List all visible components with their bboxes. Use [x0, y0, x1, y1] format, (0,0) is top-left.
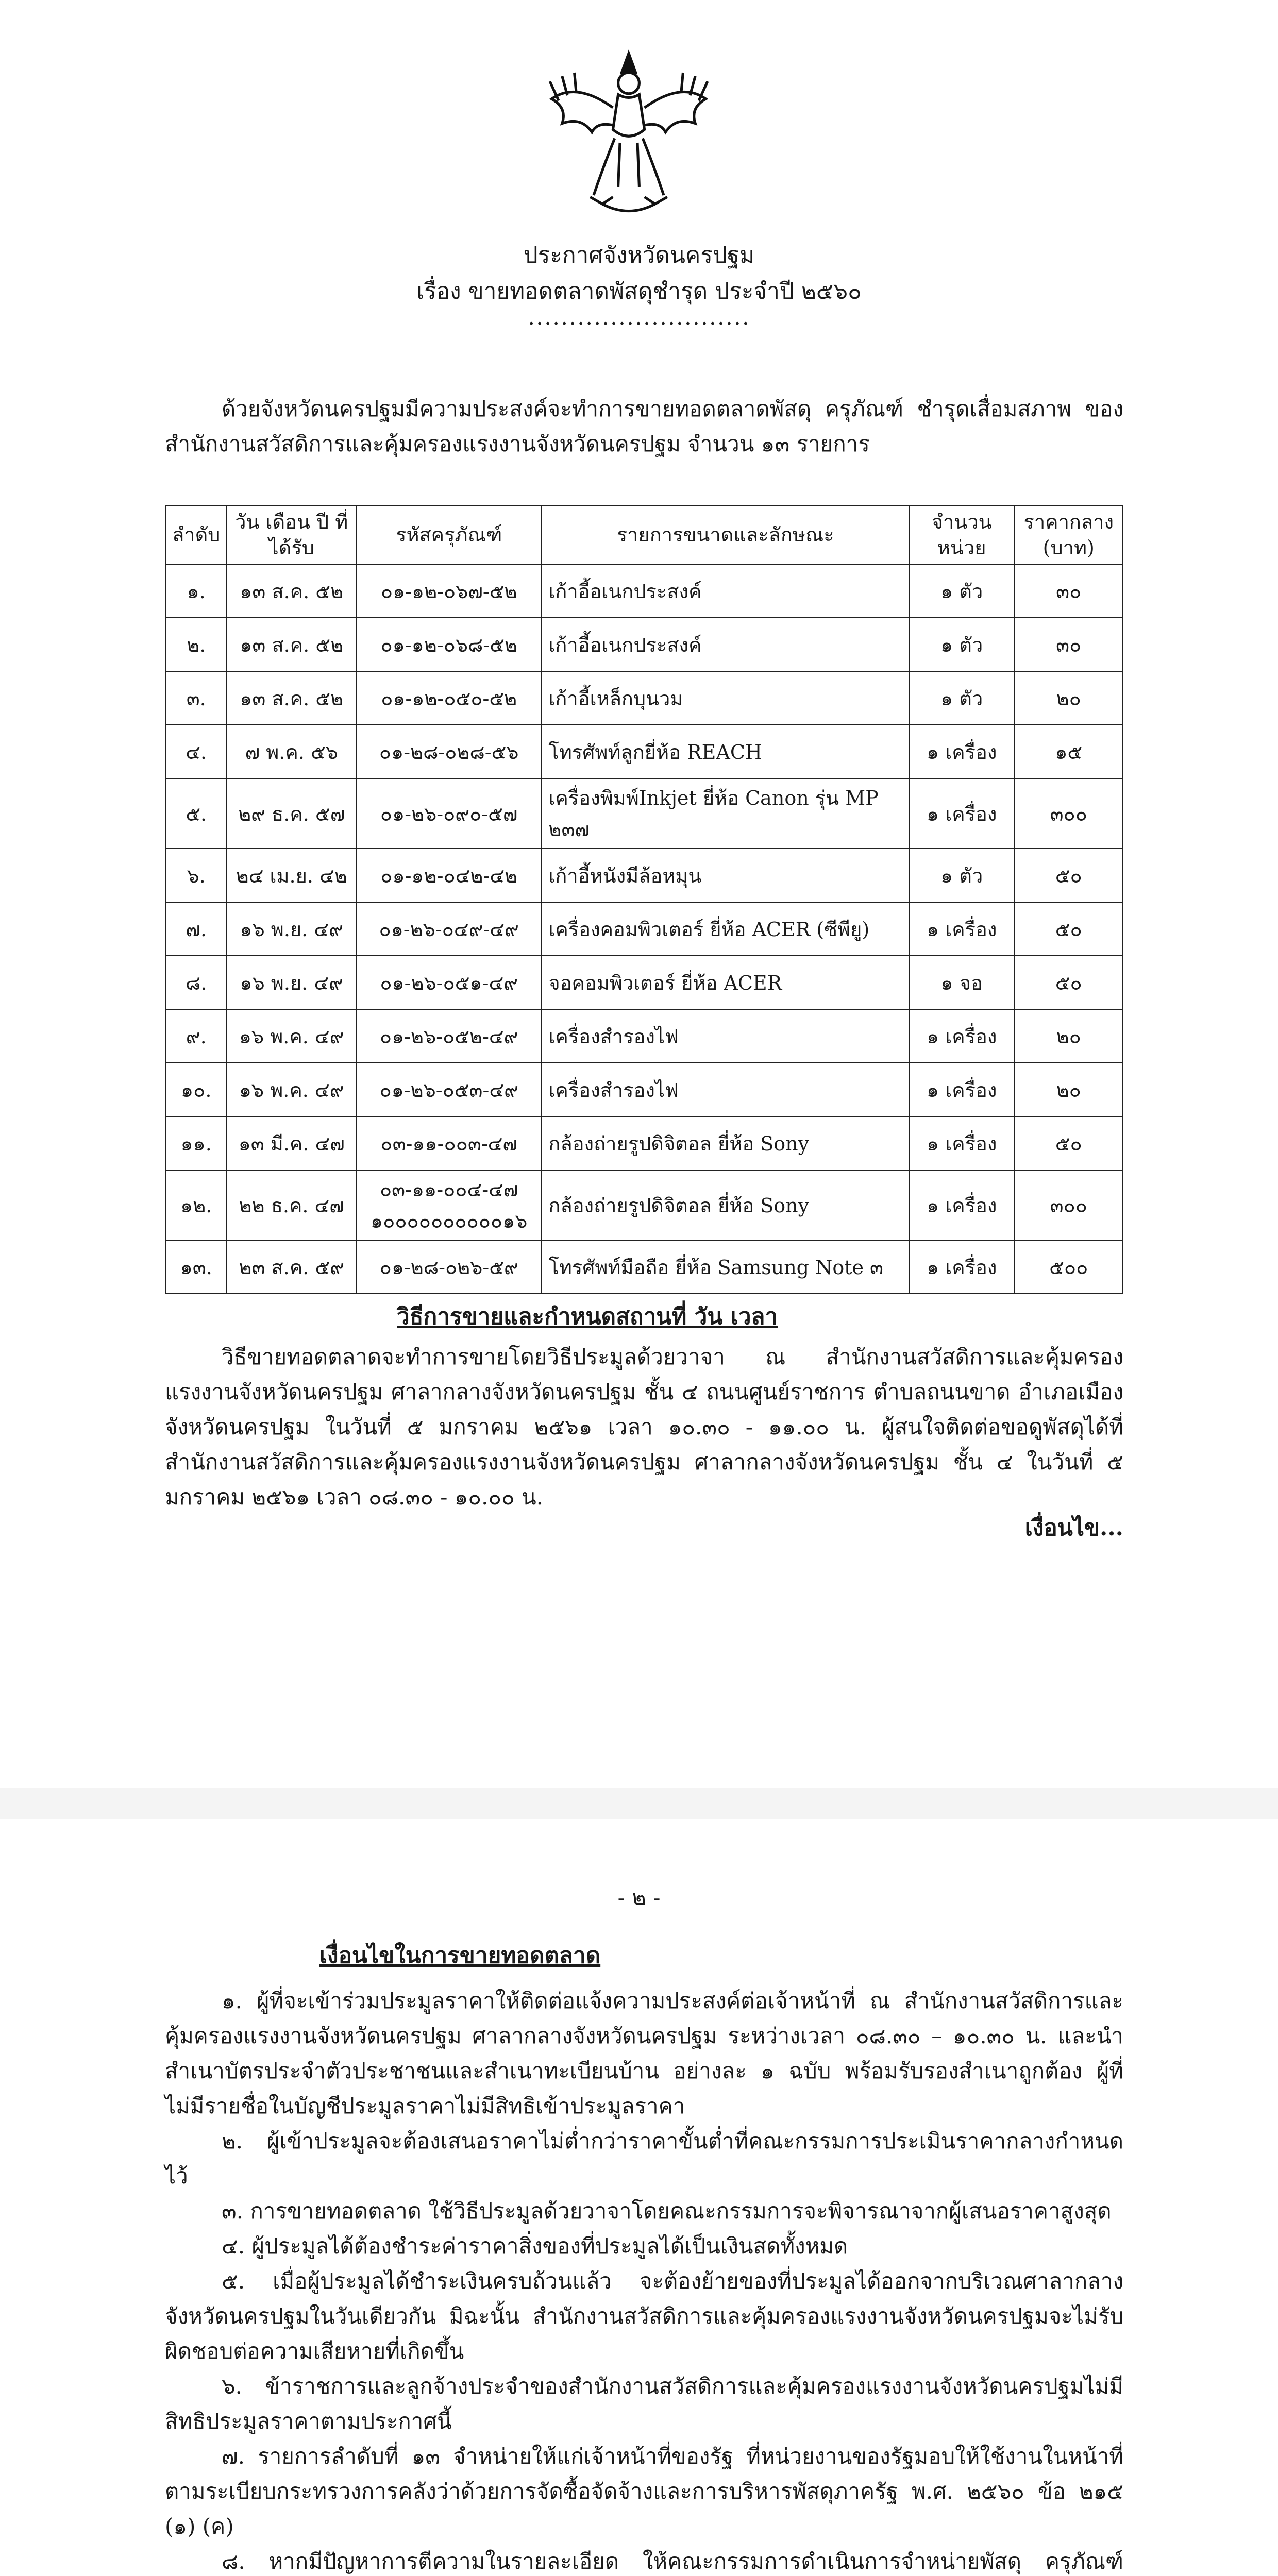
condition-item: ๘. หากมีปัญหาการตีความในรายละเอียด ให้คณะกรรมการดำเนินการจำหน่ายพัสดุ ครุภัณฑ์ [222, 2549, 1123, 2574]
cell-price-text: ๕๐ [1055, 1132, 1082, 1155]
cell-qty [909, 671, 1015, 725]
cell-date-text: ๒๔ เม.ย. ๔๒ [236, 864, 347, 887]
cell-no [165, 849, 227, 902]
cell-desc-text: จอคอมพิวเตอร์ ยี่ห้อ ACER [548, 971, 782, 994]
cell-no [165, 1009, 227, 1063]
cell-desc-text: เก้าอี้เหล็กบุนวม [548, 687, 683, 710]
title-divider: ........................... [528, 304, 750, 330]
cell-code-text: ๐๑-๑๒-๐๕๐-๕๒ [381, 687, 517, 710]
cell-qty-text: ๑ ตัว [940, 864, 983, 887]
cell-no [165, 618, 227, 671]
cell-no [165, 564, 227, 618]
cell-date-text: ๑๖ พ.ย. ๔๙ [240, 918, 343, 941]
cell-desc-text: เครื่องคอมพิวเตอร์ ยี่ห้อ ACER (ซีพียู) [548, 918, 870, 941]
continued-marker: เงื่อนไข... [1024, 1515, 1123, 1541]
header-price: ราคากลาง (บาท) [1015, 505, 1123, 564]
condition-item: ๗. รายการลำดับที่ ๑๓ จำหน่ายให้แก่เจ้าหน้าที่ของรัฐ ที่หน่วยงานของรัฐมอบให้ใช้งานในหน้าที่ ตามระเบียบกระทรวงการคลังว่าด้วยการจัดซื้อจัดจ้างและการบริหารพัสดุภาครัฐ พ.ศ. ๒๕๖๐ ข้อ ๒๑๕ (๑) (ค) [165, 2444, 1123, 2539]
cell-date [227, 1240, 356, 1294]
cell-date-text: ๒๒ ธ.ค. ๔๗ [239, 1194, 344, 1217]
cell-price [1015, 564, 1123, 618]
cell-qty-text: ๑ เครื่อง [927, 1025, 997, 1048]
cell-price [1015, 902, 1123, 956]
table-row [165, 725, 1123, 778]
cell-no-text: ๑๒. [180, 1194, 212, 1217]
table-row [165, 1240, 1123, 1294]
cell-qty-text: ๑ ตัว [940, 687, 983, 710]
cell-date [227, 1009, 356, 1063]
cell-price-text: ๓๐๐ [1050, 802, 1087, 825]
cell-code [356, 1116, 542, 1170]
cell-date [227, 725, 356, 778]
cell-price-text: ๕๐ [1055, 918, 1082, 941]
cell-date-text: ๑๓ ส.ค. ๕๒ [240, 633, 344, 656]
table-row [165, 1116, 1123, 1170]
cell-qty-text: ๑ ตัว [940, 633, 983, 656]
cell-desc-text: โทรศัพท์มือถือ ยี่ห้อ Samsung Note ๓ [548, 1256, 884, 1279]
cell-qty [909, 902, 1015, 956]
condition-item: ๑. ผู้ที่จะเข้าร่วมประมูลราคาให้ติดต่อแจ้งความประสงค์ต่อเจ้าหน้าที่ ณ สำนักงานสวัสดิการและคุ้มครองแรงงานจังหวัดนครปฐม ศาลากลางจังหวัดนครปฐม ระหว่างเวลา ๐๘.๓๐ – ๑๐.๓๐ น. และนำสำเนาบัตรประจำตัวประชาชนและสำเนาทะเบียนบ้าน อย่างละ ๑ ฉบับ พร้อมรับรองสำเนาถูกต้อง ผู้ที่ไม่มีรายชื่อในบัญชีประมูลราคาไม่มีสิทธิเข้าประมูลราคา [165, 1988, 1123, 2119]
cell-desc-text: เครื่องสำรองไฟ [548, 1078, 679, 1101]
cell-code [356, 618, 542, 671]
cell-desc [542, 1063, 909, 1116]
cell-qty-text: ๑ จอ [940, 971, 983, 994]
cell-code-text: ๐๑-๒๖-๐๕๓-๔๙ [379, 1078, 518, 1101]
cell-price [1015, 618, 1123, 671]
table-row [165, 902, 1123, 956]
cell-date-text: ๑๓ ส.ค. ๕๒ [240, 687, 344, 710]
cell-price-text: ๓๐ [1056, 633, 1082, 656]
cell-code-text: ๐๑-๑๒-๐๖๗-๕๒ [380, 580, 517, 603]
cell-code-text: ๐๑-๒๖-๐๕๒-๔๙ [379, 1025, 518, 1048]
cell-desc [542, 902, 909, 956]
condition-item: ๔. ผู้ประมูลได้ต้องชำระค่าราคาสิ่งของที่ประมูลได้เป็นเงินสดทั้งหมด [222, 2233, 848, 2259]
cell-code-text: ๐๓-๑๑-๐๐๔-๔๗ [379, 1178, 518, 1201]
cell-price [1015, 1063, 1123, 1116]
cell-no [165, 1063, 227, 1116]
cell-qty [909, 956, 1015, 1009]
cell-date-text: ๑๓ ส.ค. ๕๒ [240, 580, 344, 603]
cell-code [356, 849, 542, 902]
cell-price [1015, 725, 1123, 778]
cell-desc [542, 564, 909, 618]
conditions-list [165, 1984, 1123, 2576]
cell-code-text: ๐๑-๒๖-๐๕๑-๔๙ [380, 971, 518, 994]
cell-qty [909, 618, 1015, 671]
cell-no-text: ๕. [186, 802, 207, 825]
cell-date-text: ๑๖ พ.ค. ๔๙ [239, 1025, 344, 1048]
cell-qty-text: ๑ เครื่อง [927, 1078, 997, 1101]
cell-no-text: ๗. [186, 918, 207, 941]
cell-price [1015, 671, 1123, 725]
header-code: รหัสครุภัณฑ์ [356, 505, 542, 564]
table-row [165, 671, 1123, 725]
cell-code-text: ๐๓-๑๑-๐๐๓-๔๗ [380, 1132, 518, 1155]
cell-no [165, 1240, 227, 1294]
cell-no [165, 725, 227, 778]
cell-code-text: ๐๑-๒๖-๐๙๐-๕๗ [380, 802, 518, 825]
table-row [165, 1170, 1123, 1240]
cell-date [227, 778, 356, 849]
cell-code [356, 778, 542, 849]
method-paragraph: วิธีขายทอดตลาดจะทำการขายโดยวิธีประมูลด้วยวาจา ณ สำนักงานสวัสดิการและคุ้มครองแรงงานจังหวัดนครปฐม ศาลากลางจังหวัดนครปฐม ชั้น ๔ ถนนศูนย์ราชการ ตำบลถนนขาด อำเภอเมืองจังหวัดนครปฐม ในวันที่ ๕ มกราคม ๒๕๖๑ เวลา ๑๐.๓๐ - ๑๑.๐๐ น. ผู้สนใจติดต่อขอดูพัสดุได้ที่สำนักงานสวัสดิการและคุ้มครองแรงงานจังหวัดนครปฐม ศาลากลางจังหวัดนครปฐม ชั้น ๔ ในวันที่ ๕ มกราคม ๒๕๖๑ เวลา ๐๘.๓๐ - ๑๐.๐๐ น. [165, 1344, 1123, 1510]
cell-desc-text: เครื่องพิมพ์Inkjet ยี่ห้อ Canon รุ่น MP ๒๓๗ [548, 787, 879, 841]
cell-date [227, 956, 356, 1009]
cell-code [356, 1240, 542, 1294]
cell-code [356, 725, 542, 778]
table-row [165, 956, 1123, 1009]
cell-no [165, 956, 227, 1009]
header-qty: จำนวน หน่วย [909, 505, 1015, 564]
cell-date-text: ๑๓ มี.ค. ๔๗ [238, 1132, 345, 1155]
table-row [165, 778, 1123, 849]
cell-price-text: ๕๐ [1055, 864, 1082, 887]
cell-no [165, 902, 227, 956]
items-table [165, 505, 1123, 1294]
header-desc: รายการขนาดและลักษณะ [542, 505, 909, 564]
cell-price-text: ๕๐ [1055, 971, 1082, 994]
cell-desc [542, 618, 909, 671]
cell-price [1015, 1170, 1123, 1240]
cell-desc-text: โทรศัพท์ลูกยี่ห้อ REACH [548, 740, 763, 764]
cell-date-text: ๑๖ พ.ย. ๔๙ [240, 971, 343, 994]
cell-code [356, 1170, 542, 1240]
cell-price-text: ๓๐ [1056, 580, 1082, 603]
cell-qty [909, 1116, 1015, 1170]
cell-desc-text: เครื่องสำรองไฟ [548, 1025, 679, 1048]
table-row [165, 1063, 1123, 1116]
cell-code [356, 564, 542, 618]
cell-desc [542, 849, 909, 902]
page-number: - ๒ - [617, 1885, 661, 1910]
cell-price [1015, 778, 1123, 849]
cell-desc [542, 956, 909, 1009]
header-date: วัน เดือน ปี ที่ได้รับ [227, 505, 356, 564]
cell-desc-text: กล้องถ่ายรูปดิจิตอล ยี่ห้อ Sony [548, 1194, 810, 1217]
cell-no-text: ๒. [187, 633, 206, 656]
cell-date-text: ๒๙ ธ.ค. ๕๗ [238, 802, 345, 825]
page-separator [0, 1788, 1278, 1819]
cell-desc [542, 671, 909, 725]
cell-no-text: ๔. [186, 740, 207, 764]
cell-no [165, 1170, 227, 1240]
cell-code-serial: ๑๐๐๐๐๐๐๐๐๐๐๑๖ [371, 1210, 528, 1232]
cell-desc-text: กล้องถ่ายรูปดิจิตอล ยี่ห้อ Sony [548, 1132, 810, 1155]
cell-code [356, 1063, 542, 1116]
cell-qty [909, 849, 1015, 902]
cell-code-text: ๐๑-๑๒-๐๖๘-๕๒ [380, 633, 517, 656]
table-row [165, 618, 1123, 671]
condition-item: ๒. ผู้เข้าประมูลจะต้องเสนอราคาไม่ต่ำกว่าราคาขั้นต่ำที่คณะกรรมการประเมินราคากลางกำหนดไว้ [165, 2128, 1123, 2189]
condition-item: ๖. ข้าราชการและลูกจ้างประจำของสำนักงานสวัสดิการและคุ้มครองแรงงานจังหวัดนครปฐมไม่มีสิทธิประมูลราคาตามประกาศนี้ [165, 2374, 1123, 2434]
cell-desc [542, 725, 909, 778]
cell-no [165, 671, 227, 725]
cell-date [227, 902, 356, 956]
cell-desc [542, 1116, 909, 1170]
cell-qty-text: ๑ เครื่อง [927, 1256, 997, 1279]
cell-qty [909, 725, 1015, 778]
condition-item: ๕. เมื่อผู้ประมูลได้ชำระเงินครบถ้วนแล้ว จะต้องย้ายของที่ประมูลได้ออกจากบริเวณศาลากลางจังหวัดนครปฐมในวันเดียวกัน มิฉะนั้น สำนักงานสวัสดิการและคุ้มครองแรงงานจังหวัดนครปฐมจะไม่รับผิดชอบต่อความเสียหายที่เกิดขึ้น [165, 2268, 1123, 2364]
cell-date [227, 1063, 356, 1116]
cell-date-text: ๗ พ.ค. ๕๖ [245, 740, 338, 764]
cell-no-text: ๑๑. [180, 1132, 212, 1155]
table-header-row [165, 505, 1123, 564]
cell-date [227, 564, 356, 618]
cell-date-text: ๒๓ ส.ค. ๕๙ [239, 1256, 344, 1279]
cell-date [227, 1170, 356, 1240]
cell-no-text: ๙. [186, 1025, 207, 1048]
garuda-emblem-icon [541, 46, 716, 222]
cell-no-text: ๑๐. [181, 1078, 212, 1101]
cell-no-text: ๑. [187, 580, 206, 603]
announcement-title: ประกาศจังหวัดนครปฐม [523, 242, 755, 268]
cell-price-text: ๕๐๐ [1049, 1256, 1088, 1279]
cell-desc [542, 1170, 909, 1240]
cell-qty [909, 564, 1015, 618]
cell-qty-text: ๑ เครื่อง [927, 740, 997, 764]
cell-price-text: ๒๐ [1056, 1025, 1081, 1048]
cell-code-text: ๐๑-๒๘-๐๒๖-๕๙ [379, 1256, 518, 1279]
announcement-subject: เรื่อง ขายทอดตลาดพัสดุชำรุด ประจำปี ๒๕๖๐ [416, 278, 862, 304]
cell-qty [909, 1170, 1015, 1240]
cell-desc-text: เก้าอี้หนังมีล้อหมุน [548, 864, 702, 887]
cell-qty [909, 778, 1015, 849]
condition-item: ๓. การขายทอดตลาด ใช้วิธีประมูลด้วยวาจาโดยคณะกรรมการจะพิจารณาจากผู้เสนอราคาสูงสุด [222, 2198, 1112, 2224]
cell-date [227, 618, 356, 671]
intro-paragraph: ด้วยจังหวัดนครปฐมมีความประสงค์จะทำการขายทอดตลาดพัสดุ ครุภัณฑ์ ชำรุดเสื่อมสภาพ ของสำนักงานสวัสดิการและคุ้มครองแรงงานจังหวัดนครปฐม จำนวน ๑๓ รายการ [165, 396, 1123, 456]
cell-price [1015, 1009, 1123, 1063]
cell-no-text: ๓. [186, 687, 206, 710]
cell-code-text: ๐๑-๑๒-๐๔๒-๔๒ [380, 864, 518, 887]
cell-qty-text: ๑ เครื่อง [927, 1194, 997, 1217]
cell-code [356, 1009, 542, 1063]
cell-date [227, 1116, 356, 1170]
header-no: ลำดับ [165, 505, 227, 564]
cell-code-text: ๐๑-๒๘-๐๒๘-๕๖ [379, 740, 519, 764]
cell-no [165, 778, 227, 849]
cell-qty-text: ๑ ตัว [940, 580, 983, 603]
cell-desc-text: เก้าอี้อเนกประสงค์ [548, 633, 702, 656]
cell-qty [909, 1063, 1015, 1116]
cell-price-text: ๒๐ [1056, 1078, 1081, 1101]
cell-code [356, 956, 542, 1009]
cell-code [356, 671, 542, 725]
table-row [165, 564, 1123, 618]
cell-desc [542, 778, 909, 849]
method-title: วิธีการขายและกำหนดสถานที่ วัน เวลา [397, 1303, 778, 1330]
cell-qty-text: ๑ เครื่อง [927, 918, 997, 941]
cell-price-text: ๒๐ [1056, 687, 1081, 710]
cell-price [1015, 956, 1123, 1009]
table-row [165, 849, 1123, 902]
cell-code [356, 902, 542, 956]
table-row [165, 1009, 1123, 1063]
cell-qty [909, 1009, 1015, 1063]
cell-date [227, 671, 356, 725]
cell-no-text: ๘. [186, 971, 207, 994]
cell-no-text: ๖. [187, 864, 206, 887]
cell-qty [909, 1240, 1015, 1294]
cell-qty-text: ๑ เครื่อง [927, 1132, 997, 1155]
cell-qty-text: ๑ เครื่อง [927, 802, 997, 825]
cell-no [165, 1116, 227, 1170]
cell-no-text: ๑๓. [180, 1256, 212, 1279]
cell-date-text: ๑๖ พ.ค. ๔๙ [239, 1078, 344, 1101]
cell-code-text: ๐๑-๒๖-๐๔๙-๔๙ [379, 918, 519, 941]
cell-price [1015, 849, 1123, 902]
cell-price-text: ๓๐๐ [1050, 1194, 1087, 1217]
cell-date [227, 849, 356, 902]
cell-price [1015, 1116, 1123, 1170]
cell-desc [542, 1240, 909, 1294]
cell-price [1015, 1240, 1123, 1294]
cell-desc-text: เก้าอี้อเนกประสงค์ [548, 580, 702, 603]
conditions-title: เงื่อนไขในการขายทอดตลาด [320, 1942, 601, 1969]
cell-desc [542, 1009, 909, 1063]
cell-price-text: ๑๕ [1055, 740, 1083, 764]
